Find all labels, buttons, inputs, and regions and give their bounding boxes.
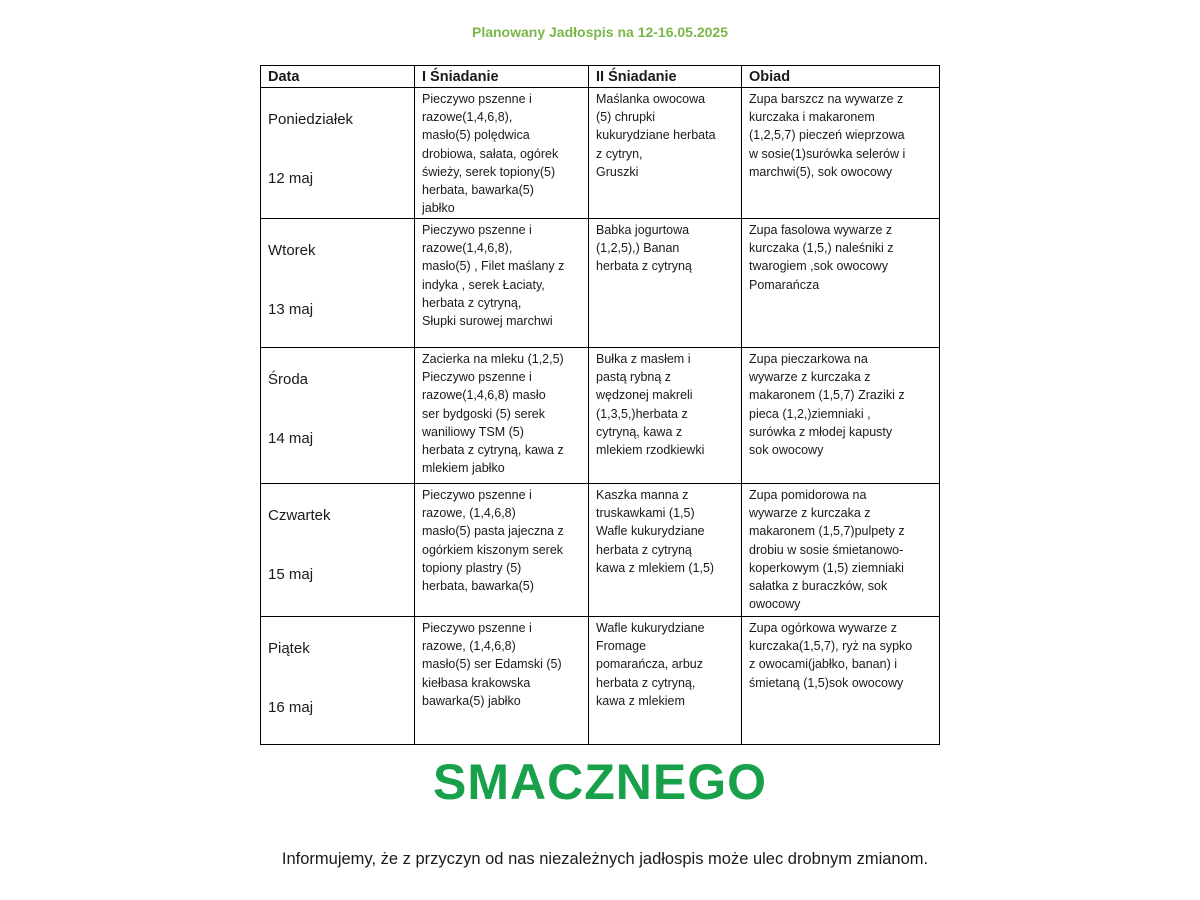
- header-breakfast-1: I Śniadanie: [415, 66, 589, 88]
- day-cell: [261, 88, 415, 219]
- table-row: [261, 617, 940, 745]
- breakfast-2-cell: Babka jogurtowa (1,2,5),) Banan herbata z cytryną: [589, 219, 742, 348]
- day-name: Czwartek: [268, 507, 331, 524]
- day-date: 13 maj: [268, 301, 314, 318]
- menu-table: [260, 65, 940, 745]
- breakfast-2-cell: Maślanka owocowa (5) chrupki kukurydziane herbata z cytryn, Gruszki: [589, 88, 742, 219]
- lunch-cell: Zupa pieczarkowa na wywarze z kurczaka z makaronem (1,5,7) Zraziki z pieca (1,2,)ziemniaki , surówka z młodej kapusty sok owocowy: [742, 348, 940, 484]
- day-date: 15 maj: [268, 566, 314, 583]
- table-row: [261, 219, 940, 348]
- lunch-cell: Zupa pomidorowa na wywarze z kurczaka z makaronem (1,5,7)pulpety z drobiu w sosie śmietanowo- koperkowym (1,5) ziemniaki sałatka z buraczków, sok owocowy: [742, 484, 940, 617]
- lunch-cell: Zupa ogórkowa wywarze z kurczaka(1,5,7), ryż na sypko z owocami(jabłko, banan) i śmietaną (1,5)sok owocowy: [742, 617, 940, 745]
- day-name: Środa: [268, 371, 309, 388]
- breakfast-1-cell: Pieczywo pszenne i razowe(1,4,6,8), masło(5) , Filet maślany z indyka , serek Łaciaty, herbata z cytryną, Słupki surowej marchwi: [415, 219, 589, 348]
- change-notice: Informujemy, że z przyczyn od nas niezależnych jadłospis może ulec drobnym zmianom.: [281, 850, 929, 868]
- breakfast-2-cell: Bułka z masłem i pastą rybną z wędzonej makreli (1,3,5,)herbata z cytryną, kawa z mlekiem rzodkiewki: [589, 348, 742, 484]
- table-header-row: [261, 66, 940, 88]
- day-cell: [261, 484, 415, 617]
- day-date: 12 maj: [268, 170, 314, 187]
- day-name: Wtorek: [268, 242, 316, 259]
- header-date: Data: [261, 66, 415, 88]
- lunch-cell: Zupa fasolowa wywarze z kurczaka (1,5,) naleśniki z twarogiem ,sok owocowy Pomarańcza: [742, 219, 940, 348]
- day-name: Poniedziałek: [268, 111, 354, 128]
- breakfast-1-cell: Zacierka na mleku (1,2,5) Pieczywo pszenne i razowe(1,4,6,8) masło ser bydgoski (5) serek waniliowy TSM (5) herbata z cytryną, kawa z mlekiem jabłko: [415, 348, 589, 484]
- day-cell: [261, 617, 415, 745]
- header-breakfast-2: II Śniadanie: [589, 66, 742, 88]
- lunch-cell: Zupa barszcz na wywarze z kurczaka i makaronem (1,2,5,7) pieczeń wieprzowa w sosie(1)surówka selerów i marchwi(5), sok owocowy: [742, 88, 940, 219]
- header-lunch: Obiad: [742, 66, 940, 88]
- breakfast-2-cell: Kaszka manna z truskawkami (1,5) Wafle kukurydziane herbata z cytryną kawa z mlekiem (1,5): [589, 484, 742, 617]
- day-cell: [261, 348, 415, 484]
- greeting-heading: SMACZNEGO: [433, 754, 767, 810]
- day-date: 14 maj: [268, 430, 314, 447]
- table-row: [261, 88, 940, 219]
- day-date: 16 maj: [268, 699, 314, 716]
- day-name: Piątek: [268, 640, 310, 657]
- menu-title: Planowany Jadłospis na 12-16.05.2025: [471, 24, 729, 40]
- table-row: [261, 484, 940, 617]
- breakfast-2-cell: Wafle kukurydziane Fromage pomarańcza, arbuz herbata z cytryną, kawa z mlekiem: [589, 617, 742, 745]
- breakfast-1-cell: Pieczywo pszenne i razowe(1,4,6,8), masło(5) polędwica drobiowa, sałata, ogórek świeży, serek topiony(5) herbata, bawarka(5) jabłko: [415, 88, 589, 219]
- day-cell: [261, 219, 415, 348]
- breakfast-1-cell: Pieczywo pszenne i razowe, (1,4,6,8) masło(5) pasta jajeczna z ogórkiem kiszonym serek topiony plastry (5) herbata, bawarka(5): [415, 484, 589, 617]
- breakfast-1-cell: Pieczywo pszenne i razowe, (1,4,6,8) masło(5) ser Edamski (5) kiełbasa krakowska bawarka(5) jabłko: [415, 617, 589, 745]
- table-row: [261, 348, 940, 484]
